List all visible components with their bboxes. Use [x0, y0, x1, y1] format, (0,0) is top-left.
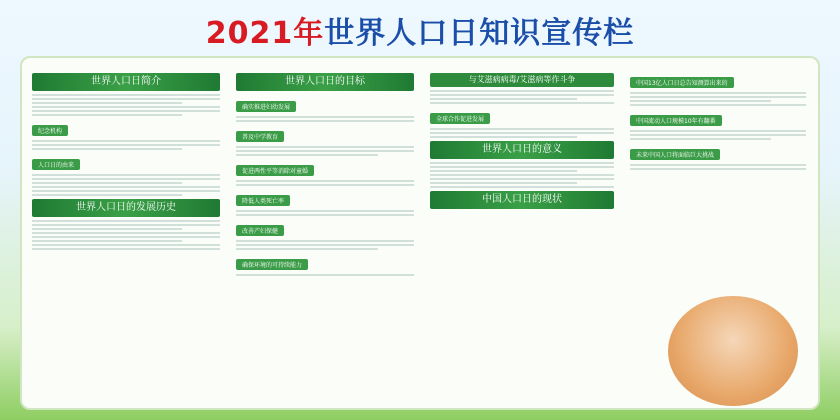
column-2: [236, 70, 414, 278]
banner-goals: 世界人口日的目标: [236, 73, 414, 91]
sub-heading: 中国流动人口规模10年有翻番: [630, 115, 722, 126]
banner-status: 中国人口日的现状: [430, 191, 614, 209]
sub-heading: 纪念机构: [32, 125, 68, 136]
banner-aids: 与艾滋病病毒/艾滋病等作斗争: [430, 73, 614, 87]
page-title: 2021年世界人口日知识宣传栏: [205, 16, 635, 51]
sub-heading: 降低人类死亡率: [236, 195, 290, 206]
sub-heading: 中国13亿人口日总告知测算出来的: [630, 77, 734, 88]
sub-heading: 普及中学教育: [236, 131, 284, 142]
sub-heading: 改善产妇保健: [236, 225, 284, 236]
family-illustration-icon: [668, 296, 798, 406]
banner-history: 世界人口日的发展历史: [32, 199, 220, 217]
sub-heading: 确保环境的可持续能力: [236, 259, 308, 270]
sub-heading: 确实推进妇幼发展: [236, 101, 296, 112]
sub-heading: 未来中国人口将面临巨大挑战: [630, 149, 720, 160]
column-1: [32, 70, 220, 252]
sub-heading: 人口日的由来: [32, 159, 80, 170]
sub-heading: 促进两性平等消除对童婚: [236, 165, 314, 176]
banner-meaning: 世界人口日的意义: [430, 141, 614, 159]
column-3: [430, 70, 614, 212]
banner-intro: 世界人口日简介: [32, 73, 220, 91]
sub-heading: 全球合作促进发展: [430, 113, 490, 124]
column-4: [630, 70, 806, 172]
